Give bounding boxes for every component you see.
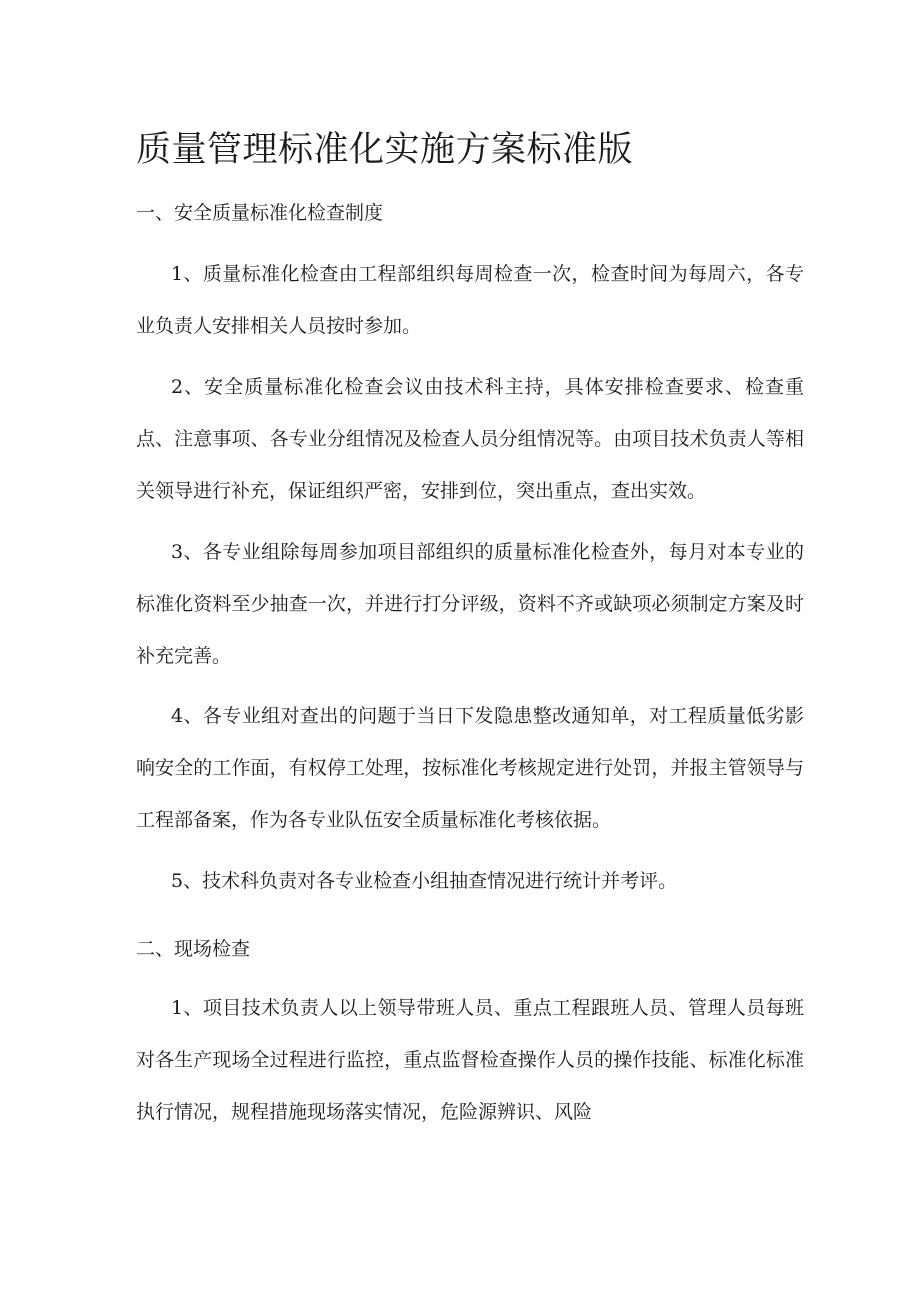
paragraph: 4、各专业组对查出的问题于当日下发隐患整改通知单，对工程质量低劣影响安全的工作面，有权停工处理，按标准化考核规定进行处罚，并报主管领导与工程部备案，作为各专业队伍安全质量标准化考核依据。 bbox=[136, 705, 804, 831]
paragraph: 5、技术科负责对各专业检查小组抽查情况进行统计并考评。 bbox=[171, 870, 678, 892]
paragraph: 1、项目技术负责人以上领导带班人员、重点工程跟班人员、管理人员每班对各生产现场全过程进行监控，重点监督检查操作人员的操作技能、标准化标准执行情况，规程措施现场落实情况，危险源辨识、风险 bbox=[136, 997, 804, 1123]
paragraph: 1、质量标准化检查由工程部组织每周检查一次，检查时间为每周六，各专业负责人安排相关人员按时参加。 bbox=[136, 263, 804, 337]
paragraph: 3、各专业组除每周参加项目部组织的质量标准化检查外，每月对本专业的标准化资料至少抽查一次，并进行打分评级，资料不齐或缺项必须制定方案及时补充完善。 bbox=[136, 541, 804, 667]
paragraph: 2、安全质量标准化检查会议由技术科主持，具体安排检查要求、检查重点、注意事项、各专业分组情况及检查人员分组情况等。由项目技术负责人等相关领导进行补充，保证组织严密，安排到位，突出重点，查出实效。 bbox=[136, 376, 804, 502]
section-heading: 二、现场检查 bbox=[136, 938, 251, 960]
document-title: 质量管理标准化实施方案标准版 bbox=[136, 130, 634, 170]
section-heading: 一、安全质量标准化检查制度 bbox=[136, 202, 384, 224]
